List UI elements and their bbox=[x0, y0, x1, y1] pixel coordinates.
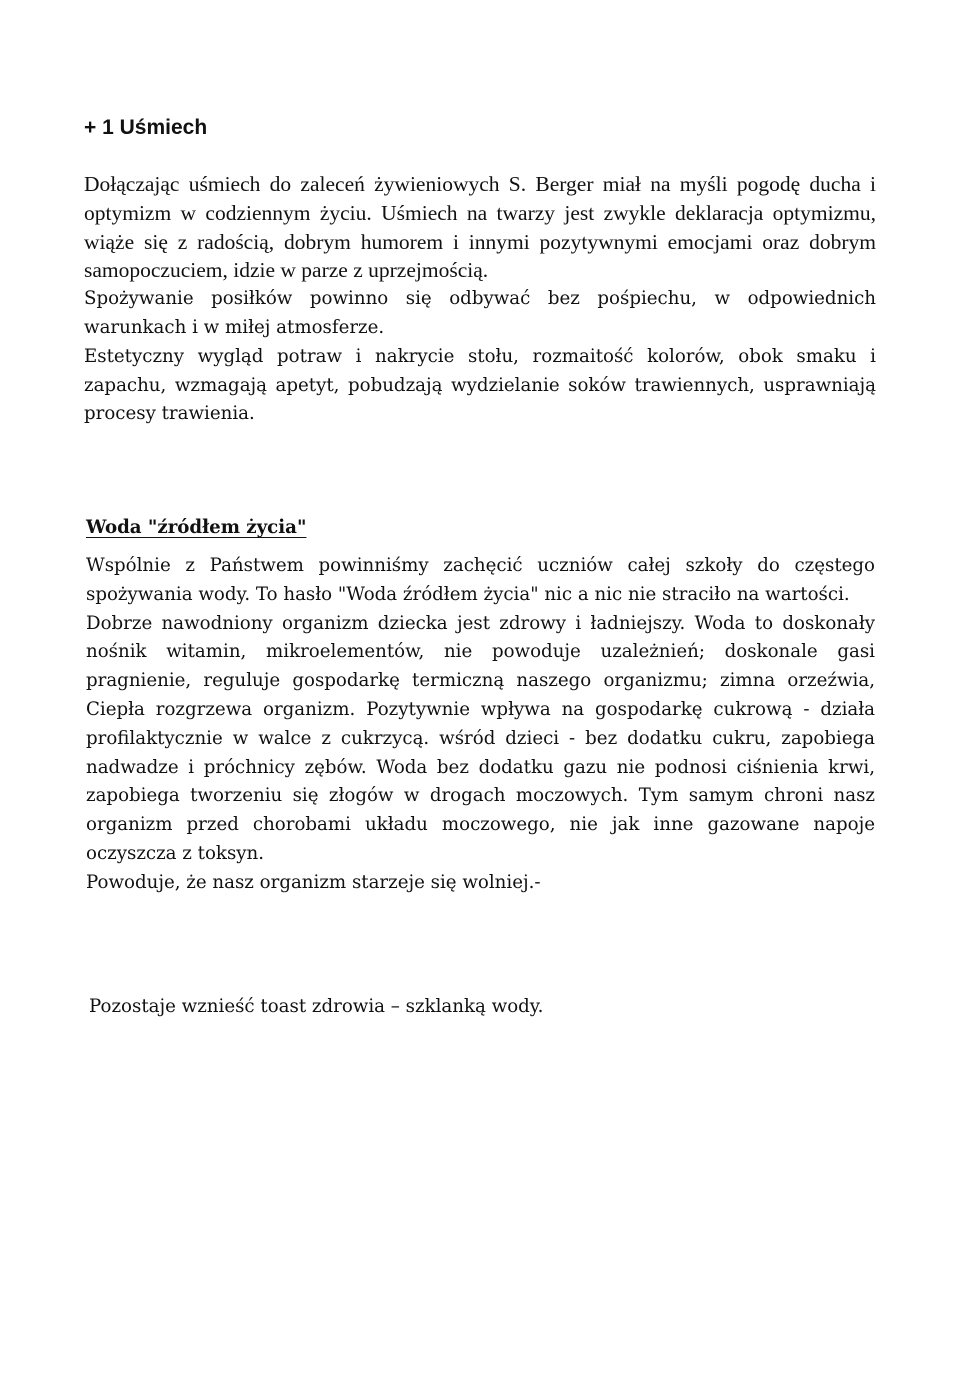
water-aging-paragraph: Powoduje, że nasz organizm starzeje się wolniej.- bbox=[86, 871, 541, 893]
water-intro-paragraph: Wspólnie z Państwem powinniśmy zachęcić uczniów całej szkoły do częstego spożywania wody. To hasło "Woda źródłem życia" nic a nic nie straciło na wartości. bbox=[86, 555, 875, 605]
meal-paragraph: Spożywanie posiłków powinno się odbywać bez pośpiechu, w odpowiednich warunkach i w miłej atmosferze. bbox=[84, 288, 876, 338]
water-benefits-paragraph: Dobrze nawodniony organizm dziecka jest zdrowy i ładniejszy. Woda to doskonały nośnik witamin, mikroelementów, nie powoduje uzależnień; doskonale gasi pragnienie, reguluje gospodarkę termiczną naszego organizmu; zimna orzeźwia, Ciepła rozgrzewa organizm. Pozytywnie wpływa na gospodarkę cukrową - działa profilaktycznie w walce z cukrzycą. wśród dzieci - bez dodatku cukru, zapobiega nadwadze i próchnicy zębów. Woda bez dodatku gazu nie podnosi ciśnienia krwi, zapobiega tworzeniu się złogów w drogach moczowych. Tym samym chroni nasz organizm przed chorobami układu moczowego, nie jak inne gazowane napoje oczyszcza z toksyn. bbox=[86, 612, 875, 864]
smile-section-body bbox=[84, 170, 876, 429]
section-title-smile: + 1 Uśmiech bbox=[84, 116, 208, 139]
section-title-water: Woda "źródłem życia" bbox=[86, 517, 307, 538]
smile-paragraph: Dołączając uśmiech do zaleceń żywieniowych S. Berger miał na myśli pogodę ducha i optymizm w codziennym życiu. Uśmiech na twarzy jest zwykle deklaracja optymizmu, wiąże się z radością, dobrym humorem i innymi pozytywnymi emocjami oraz dobrym samopoczuciem, idzie w parze z uprzejmością. bbox=[84, 172, 876, 283]
aesthetics-paragraph: Estetyczny wygląd potraw i nakrycie stołu, rozmaitość kolorów, obok smaku i zapachu, wzmagają apetyt, pobudzają wydzielanie soków trawiennych, usprawniają procesy trawienia. bbox=[84, 345, 876, 425]
toast-line: Pozostaje wznieść toast zdrowia – szklanką wody. bbox=[89, 996, 544, 1017]
water-section-body bbox=[86, 552, 875, 898]
